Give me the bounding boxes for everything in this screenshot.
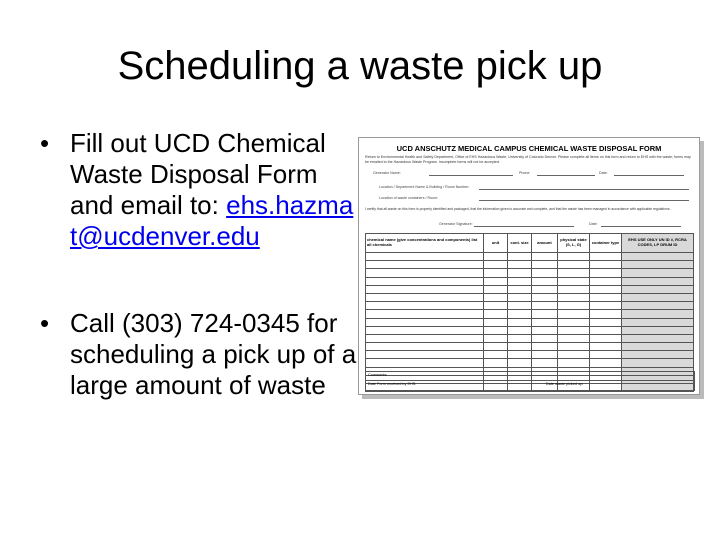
table-cell: [558, 277, 590, 285]
table-cell: [366, 285, 484, 293]
table-cell: [622, 343, 694, 351]
table-cell: [484, 318, 508, 326]
table-cell: [622, 261, 694, 269]
phone-label: Phone:: [519, 171, 531, 175]
table-cell: [532, 318, 558, 326]
table-row: [366, 269, 694, 277]
table-cell: [590, 343, 622, 351]
table-cell: [484, 359, 508, 367]
table-cell: [558, 343, 590, 351]
table-cell: [532, 269, 558, 277]
received-label: Date Form received by EHS:: [368, 382, 417, 386]
table-cell: [484, 261, 508, 269]
table-cell: [366, 310, 484, 318]
table-cell: [484, 334, 508, 342]
table-row: [366, 318, 694, 326]
waste-table: [365, 233, 694, 392]
generator-label: Generator Name:: [373, 171, 401, 175]
table-cell: [366, 326, 484, 334]
table-row: [366, 326, 694, 334]
table-cell: [366, 261, 484, 269]
table-cell: [508, 359, 532, 367]
form-title: UCD ANSCHUTZ MEDICAL CAMPUS CHEMICAL WASTE DISPOSAL FORM: [396, 144, 662, 153]
table-cell: [590, 318, 622, 326]
building-line: [479, 189, 689, 190]
signature-line: [474, 226, 574, 227]
table-cell: [558, 302, 590, 310]
table-cell: [558, 359, 590, 367]
table-cell: [484, 302, 508, 310]
table-cell: [590, 253, 622, 261]
table-cell: [590, 261, 622, 269]
table-cell: [366, 253, 484, 261]
table-cell: [508, 253, 532, 261]
table-row: [366, 302, 694, 310]
table-cell: [508, 318, 532, 326]
table-cell: [484, 326, 508, 334]
table-cell: [622, 253, 694, 261]
table-cell: [590, 302, 622, 310]
table-cell: [558, 334, 590, 342]
table-row: [366, 277, 694, 285]
table-cell: [532, 359, 558, 367]
col-container-type: container type: [590, 234, 622, 253]
table-cell: [366, 359, 484, 367]
slide-title: Scheduling a waste pick up: [117, 44, 603, 88]
comments-label: Comments:: [368, 373, 388, 377]
bullet-phone: [40, 308, 360, 401]
signature-label: Generator Signature:: [439, 222, 473, 226]
table-cell: [532, 253, 558, 261]
form-footer: [365, 371, 695, 391]
table-cell: [532, 310, 558, 318]
building-label: Location / Department Name & Building / Room Number:: [379, 185, 470, 189]
picked-up-label: Date waste picked up:: [546, 382, 584, 386]
table-cell: [508, 261, 532, 269]
table-cell: [558, 351, 590, 359]
table-cell: [366, 277, 484, 285]
col-unit: unit: [484, 234, 508, 253]
table-cell: [532, 277, 558, 285]
table-cell: [484, 351, 508, 359]
table-cell: [558, 269, 590, 277]
table-cell: [622, 310, 694, 318]
table-cell: [484, 285, 508, 293]
form-intro: Return to Environmental Health and Safety Department, Office of EHS Hazardous Waste, University of Colorado Denver. Please complete all items on this form and return to EHS with the waste; forms may be emailed to the Hazardous Waste Program. Incomplete forms will not be accepted.: [365, 155, 691, 164]
table-cell: [532, 285, 558, 293]
phone-line: [537, 175, 595, 176]
table-cell: [558, 285, 590, 293]
footer-divider: [366, 380, 694, 381]
table-cell: [590, 326, 622, 334]
table-row: [366, 343, 694, 351]
table-cell: [558, 326, 590, 334]
table-cell: [484, 269, 508, 277]
table-cell: [590, 359, 622, 367]
col-physical-state: physical state (S, L, G): [558, 234, 590, 253]
table-cell: [508, 277, 532, 285]
table-cell: [590, 351, 622, 359]
table-row: [366, 334, 694, 342]
bullet-marker: •: [40, 308, 50, 338]
table-cell: [508, 285, 532, 293]
table-cell: [508, 302, 532, 310]
table-row: [366, 351, 694, 359]
table-cell: [508, 269, 532, 277]
table-cell: [622, 293, 694, 301]
table-cell: [366, 334, 484, 342]
table-cell: [366, 269, 484, 277]
table-cell: [558, 310, 590, 318]
table-cell: [590, 285, 622, 293]
table-cell: [622, 351, 694, 359]
col-chemical-name: chemical name (give concentrations and components) list all chemicals: [366, 234, 484, 253]
bullet-list: [40, 128, 360, 457]
col-amount: amount: [532, 234, 558, 253]
signature-date-line: [601, 226, 681, 227]
table-cell: [484, 310, 508, 318]
bullet-phone-text: Call (303) 724-0345 for scheduling a pick up of a large amount of waste: [70, 308, 357, 400]
certification-text: I certify that all waste on this form is properly identified and packaged, that the information given is accurate and complete, and that the waste has been managed in accordance with applicable regulations.: [365, 207, 671, 211]
table-cell: [508, 343, 532, 351]
col-container-size: cont. size: [508, 234, 532, 253]
table-cell: [622, 359, 694, 367]
table-cell: [508, 351, 532, 359]
table-cell: [532, 343, 558, 351]
location-line: [479, 200, 689, 201]
table-row: [366, 253, 694, 261]
table-cell: [590, 293, 622, 301]
table-cell: [558, 253, 590, 261]
bullet-email-text: Fill out UCD Chemical Waste Disposal Form and email to:: [70, 128, 326, 220]
table-cell: [484, 253, 508, 261]
location-label: Location of waste containers / Room:: [379, 196, 439, 200]
table-cell: [622, 277, 694, 285]
table-row: [366, 310, 694, 318]
table-cell: [590, 277, 622, 285]
table-cell: [622, 326, 694, 334]
date-line: [614, 175, 684, 176]
table-cell: [484, 277, 508, 285]
table-cell: [532, 334, 558, 342]
table-cell: [366, 302, 484, 310]
bullet-email: [40, 128, 360, 252]
bullet-marker: •: [40, 128, 50, 158]
table-cell: [558, 318, 590, 326]
table-row: [366, 359, 694, 367]
table-cell: [590, 334, 622, 342]
col-ehs-use-only: EHS USE ONLY UN ID #, RCRA CODES, LP DRUM ID: [622, 234, 694, 253]
table-cell: [508, 326, 532, 334]
table-cell: [484, 293, 508, 301]
table-cell: [532, 326, 558, 334]
table-cell: [508, 310, 532, 318]
table-cell: [532, 261, 558, 269]
table-cell: [508, 293, 532, 301]
table-cell: [508, 334, 532, 342]
table-row: [366, 285, 694, 293]
table-cell: [532, 293, 558, 301]
table-cell: [558, 293, 590, 301]
table-cell: [622, 302, 694, 310]
table-cell: [532, 302, 558, 310]
table-cell: [366, 293, 484, 301]
generator-line: [429, 175, 513, 176]
table-row: [366, 293, 694, 301]
table-header-row: [366, 234, 694, 253]
table-cell: [622, 285, 694, 293]
table-cell: [590, 269, 622, 277]
table-cell: [366, 318, 484, 326]
table-cell: [366, 351, 484, 359]
date-label: Date:: [599, 171, 608, 175]
table-cell: [622, 269, 694, 277]
table-cell: [622, 318, 694, 326]
email-link[interactable]: ehs.hazmat@ucdenver.edu: [70, 190, 354, 251]
table-cell: [366, 343, 484, 351]
table-cell: [532, 351, 558, 359]
table-cell: [558, 261, 590, 269]
table-cell: [484, 343, 508, 351]
waste-disposal-form-image: [358, 137, 700, 395]
table-cell: [622, 334, 694, 342]
signature-date-label: Date:: [589, 222, 598, 226]
table-cell: [590, 310, 622, 318]
table-row: [366, 261, 694, 269]
